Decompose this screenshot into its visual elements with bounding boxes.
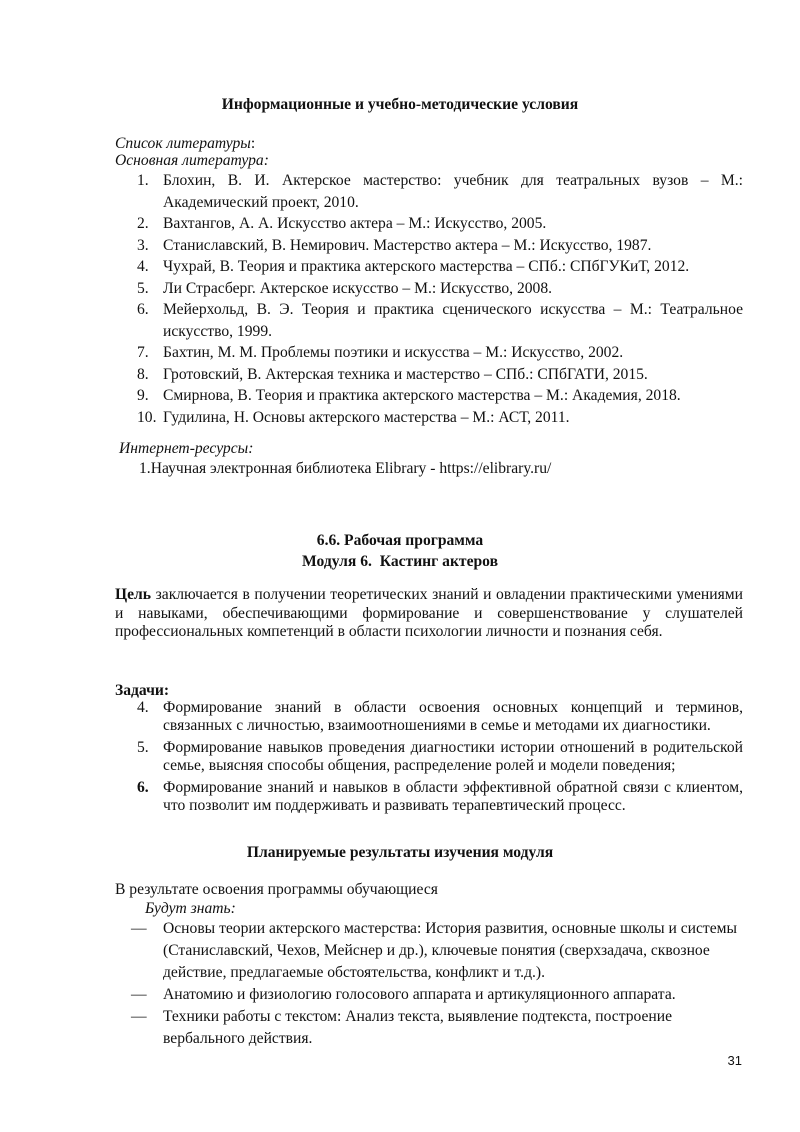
- literature-item-number: 1.: [137, 172, 149, 189]
- page-number: 31: [727, 1053, 742, 1068]
- literature-item: [137, 278, 743, 300]
- literature-label: Список литературы: [115, 135, 251, 152]
- results-intro: В результате освоения программы обучающиеся: [115, 881, 438, 898]
- literature-item-number: 6.: [137, 301, 149, 318]
- task-item-number: 4.: [137, 699, 149, 716]
- section-title: Информационные и учебно-методические условия: [221, 96, 579, 113]
- task-item-number: 6.: [137, 779, 149, 796]
- goal-label: Цель: [115, 586, 152, 603]
- literature-item-number: 3.: [137, 236, 149, 254]
- literature-item: [137, 364, 743, 386]
- literature-item-text: Станиславский, В. Немирович. Мастерство актера – М.: Искусство, 1987.: [163, 236, 652, 254]
- will-know-item-text: Анатомию и физиологию голосового аппарата и артикуляционного аппарата.: [163, 986, 676, 1003]
- tasks-list: [137, 699, 743, 819]
- internet-resource-item: 1.Научная электронная библиотека Elibrary - https://elibrary.ru/: [139, 460, 552, 477]
- task-item-text: Формирование навыков проведения диагностики истории отношений в родительской семье, выясняя способы общения, распределение ролей и модели поведения;: [163, 739, 743, 774]
- literature-item: [137, 235, 743, 257]
- literature-item: [137, 170, 743, 213]
- literature-item-number: 8.: [137, 365, 149, 383]
- literature-item-text: Смирнова, В. Теория и практика актерского мастерства – М.: Академия, 2018.: [163, 387, 681, 404]
- literature-item-number: 4.: [137, 258, 149, 275]
- task-item: [137, 739, 743, 775]
- literature-item-text: Ли Страсберг. Актерское искусство – М.: Искусство, 2008.: [163, 279, 553, 297]
- dash-marker: —: [131, 920, 147, 937]
- program-title: 6.6. Рабочая программа: [316, 532, 484, 549]
- will-know-item: [131, 1006, 743, 1050]
- literature-item-number: 10.: [137, 408, 157, 426]
- literature-item-text: Вахтангов, А. А. Искусство актера – М.: Искусство, 2005.: [163, 215, 547, 232]
- tasks-label: Задачи:: [115, 682, 170, 699]
- will-know-label: Будут знать:: [145, 900, 236, 917]
- results-title: Планируемые результаты изучения модуля: [246, 844, 554, 861]
- literature-item-text: Гудилина, Н. Основы актерского мастерства – М.: АСТ, 2011.: [163, 408, 570, 426]
- literature-item-text: Блохин, В. И. Актерское мастерство: учебник для театральных вузов – М.: Академический проект, 2010.: [163, 172, 743, 211]
- literature-item-number: 7.: [137, 344, 149, 361]
- dash-marker: —: [131, 1008, 147, 1025]
- literature-item: [137, 256, 743, 278]
- will-know-item: [131, 918, 743, 984]
- internet-resources-label: Интернет-ресурсы:: [119, 440, 254, 457]
- literature-item: [137, 342, 743, 364]
- task-item-text: Формирование знаний в области освоения основных концепций и терминов, связанных с личностью, взаимоотношениями в семье и методами их диагностики.: [163, 699, 743, 734]
- literature-item-text: Гротовский, В. Актерская техника и мастерство – СПб.: СПбГАТИ, 2015.: [163, 365, 648, 383]
- task-item-number: 5.: [137, 739, 149, 756]
- literature-item-text: Чухрай, В. Теория и практика актерского мастерства – СПб.: СПбГУКиТ, 2012.: [163, 258, 690, 275]
- literature-item-number: 9.: [137, 387, 149, 404]
- literature-item: [137, 407, 743, 429]
- literature-item: [137, 299, 743, 342]
- task-item-text: Формирование знаний и навыков в области эффективной обратной связи с клиентом, что позволит им поддерживать и развивать терапевтический процесс.: [163, 779, 743, 814]
- literature-colon: :: [250, 135, 256, 152]
- task-item: [137, 699, 743, 735]
- goal-text: заключается в получении теоретических знаний и овладении практическими умениями и навыками, обеспечивающими формирование и совершенствование у слушателей профессиональных компетенций в области психологии личности и познания себя.: [115, 586, 743, 640]
- literature-item-number: 5.: [137, 279, 149, 297]
- module-title: Модуля 6. Кастинг актеров: [301, 553, 499, 570]
- literature-item: [137, 213, 743, 235]
- literature-item: [137, 385, 743, 407]
- main-literature-list: [137, 170, 743, 428]
- literature-item-text: Бахтин, М. М. Проблемы поэтики и искусства – М.: Искусство, 2002.: [163, 344, 624, 361]
- dash-marker: —: [131, 986, 147, 1003]
- will-know-item-text: Основы теории актерского мастерства: История развития, основные школы и системы (Станиславский, Чехов, Мейснер и др.), ключевые понятия (сверхзадача, сквозное действие, предлагаемые обстоятельства, конфликт и т.д.).: [163, 920, 738, 981]
- will-know-list: [131, 918, 743, 1050]
- literature-item-number: 2.: [137, 215, 149, 232]
- will-know-item: [131, 984, 743, 1006]
- goal-paragraph: [115, 586, 743, 642]
- main-literature-label: Основная литература:: [115, 152, 269, 169]
- task-item: [137, 779, 743, 815]
- literature-item-text: Мейерхольд, В. Э. Теория и практика сценического искусства – М.: Театральное искусство, 1999.: [163, 301, 743, 340]
- will-know-item-text: Техники работы с текстом: Анализ текста, выявление подтекста, построение вербального действия.: [163, 1008, 673, 1047]
